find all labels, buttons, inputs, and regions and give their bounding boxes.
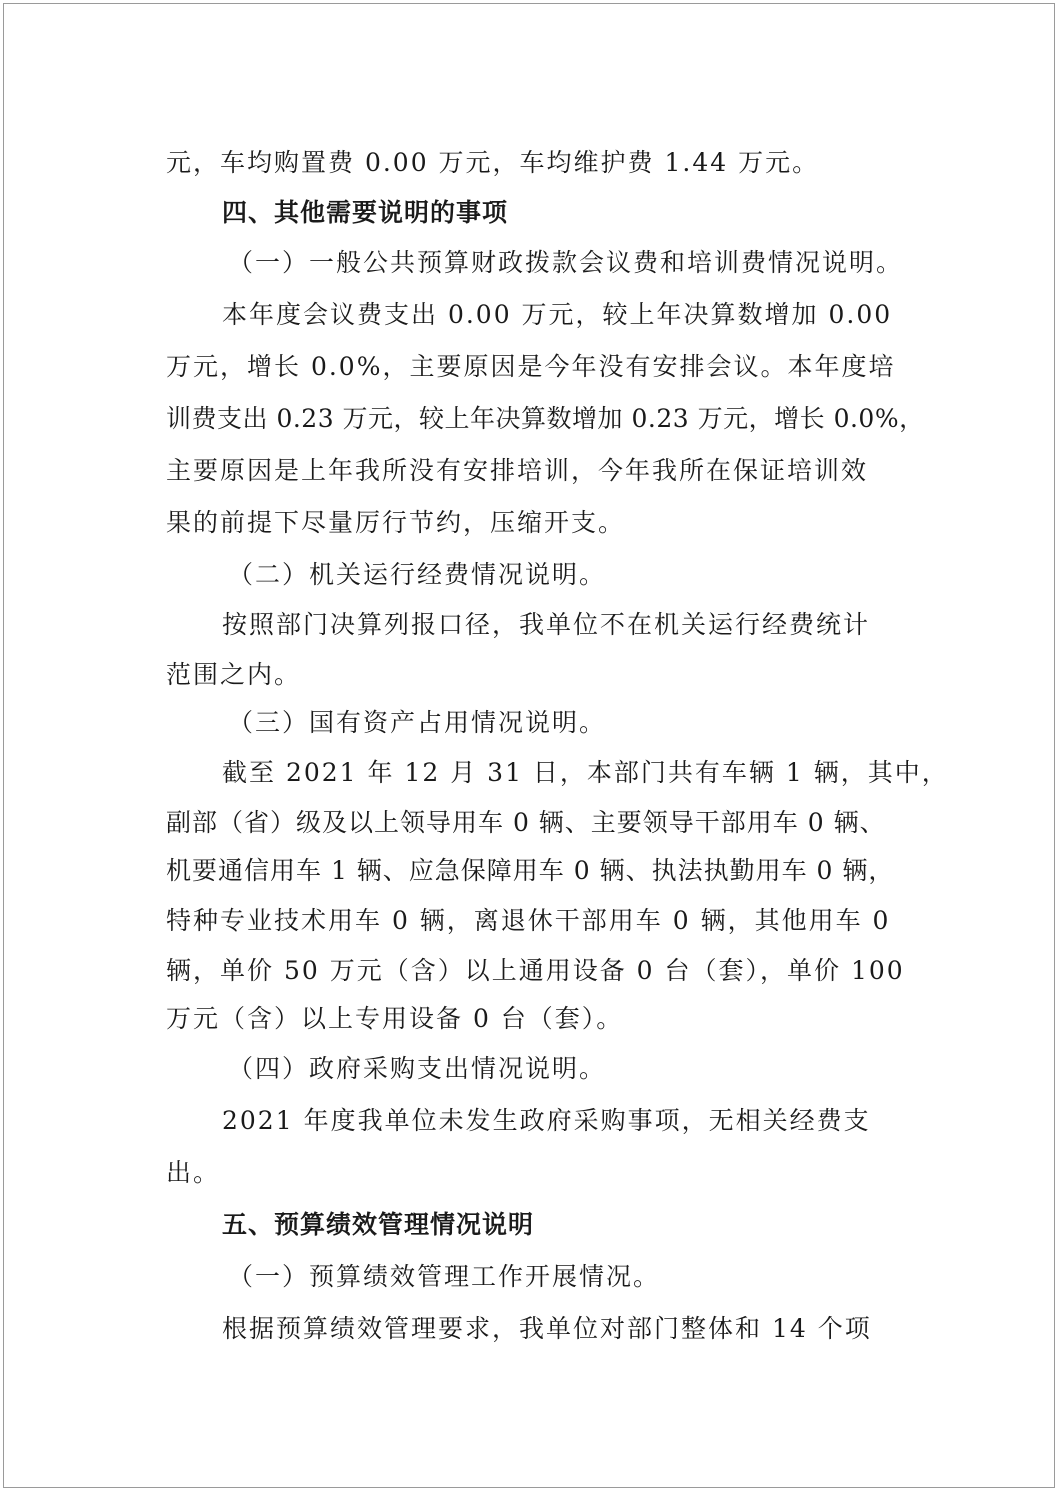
paragraph-line: 根据预算绩效管理要求，我单位对部门整体和 14 个项 (222, 1314, 872, 1343)
paragraph-line: 副部（省）级及以上领导用车 0 辆、主要领导干部用车 0 辆、 (166, 808, 886, 837)
paragraph-line: 出。 (166, 1158, 221, 1187)
paragraph-line: 按照部门决算列报口径，我单位不在机关运行经费统计 (222, 610, 871, 639)
paragraph-line: 范围之内。 (166, 660, 302, 689)
subheading-4-2: （二）机关运行经费情况说明。 (228, 560, 607, 589)
paragraph-line: 万元（含）以上专用设备 0 台（套）。 (166, 1004, 624, 1033)
subheading-4-1: （一）一般公共预算财政拨款会议费和培训费情况说明。 (228, 248, 904, 277)
paragraph-line: 2021 年度我单位未发生政府采购事项，无相关经费支 (222, 1106, 871, 1135)
section-heading-4: 四、其他需要说明的事项 (222, 198, 509, 227)
paragraph-line: 特种专业技术用车 0 辆，离退休干部用车 0 辆，其他用车 0 (166, 906, 891, 935)
paragraph-line: 万元，增长 0.0%，主要原因是今年没有安排会议。本年度培 (166, 352, 896, 381)
paragraph-line: 果的前提下尽量厉行节约，压缩开支。 (166, 508, 626, 537)
subheading-4-3: （三）国有资产占用情况说明。 (228, 708, 607, 737)
subheading-4-4: （四）政府采购支出情况说明。 (228, 1054, 607, 1083)
subheading-5-1: （一）预算绩效管理工作开展情况。 (228, 1262, 661, 1291)
paragraph-line: 机要通信用车 1 辆、应急保障用车 0 辆、执法执勤用车 0 辆， (166, 856, 895, 885)
paragraph-line: 主要原因是上年我所没有安排培训，今年我所在保证培训效 (166, 456, 869, 485)
text-line-continuation: 元，车均购置费 0.00 万元，车均维护费 1.44 万元。 (166, 148, 820, 177)
section-heading-5: 五、预算绩效管理情况说明 (222, 1210, 535, 1239)
paragraph-line: 辆，单价 50 万元（含）以上通用设备 0 台（套），单价 100 (166, 956, 905, 985)
paragraph-line: 截至 2021 年 12 月 31 日，本部门共有车辆 1 辆，其中， (222, 758, 949, 787)
paragraph-line: 本年度会议费支出 0.00 万元，较上年决算数增加 0.00 (222, 300, 893, 329)
paragraph-line: 训费支出 0.23 万元，较上年决算数增加 0.23 万元，增长 0.0%， (166, 404, 925, 433)
